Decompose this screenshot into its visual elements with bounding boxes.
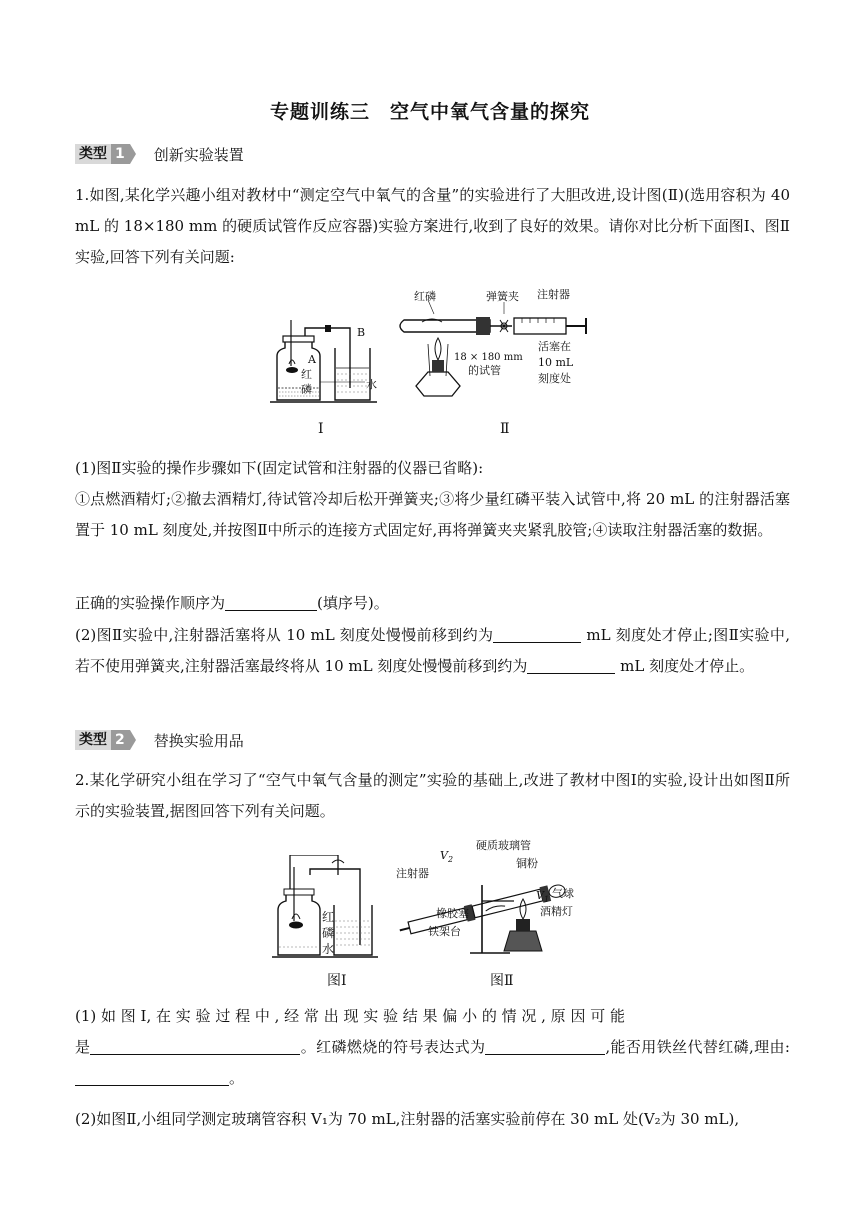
- question-1-part-2: (2)图Ⅱ实验中,注射器活塞将从 10 mL 刻度处慢慢前移到约为 mL 刻度处才停止;图Ⅱ实验中,若不使用弹簧夹,注射器活塞最终将从 10 mL 刻度处慢慢前移到约为 mL 刻度处才停止。: [75, 626, 790, 675]
- question-1-part-1-answer: 正确的实验操作顺序为 (填序号)。: [75, 594, 389, 612]
- label-hongling: 红磷: [414, 290, 436, 303]
- label-syringe: 注射器: [396, 867, 429, 880]
- label-water: 水: [322, 942, 335, 956]
- figure-1-label: Ⅰ: [318, 421, 324, 437]
- label-phos: 磷: [301, 383, 312, 396]
- label-piston-1: 活塞在: [538, 340, 571, 353]
- question-1-part-1-title: (1)图Ⅱ实验的操作步骤如下(固定试管和注射器的仪器已省略):: [75, 459, 484, 477]
- label-stopper: 橡胶塞: [436, 907, 469, 920]
- question-2-part-1: 是 。红磷燃烧的符号表达式为 ,能否用铁丝代替红磷,理由:。: [75, 1038, 790, 1087]
- answer-blank-position-2[interactable]: [527, 655, 615, 674]
- label-red: 红: [301, 368, 312, 381]
- label-tube-size: 18 × 180 mm: [454, 352, 523, 363]
- label-syringe: 注射器: [537, 288, 570, 301]
- label-balloon: 气球: [552, 887, 574, 900]
- label-stand: 铁架台: [428, 925, 461, 938]
- label-v1: $V_1$: [536, 889, 550, 904]
- figure-q2-1-apparatus: [268, 855, 383, 965]
- answer-blank-equation[interactable]: [485, 1036, 605, 1055]
- question-2-part-1-line-1: (1) 如 图 Ⅰ, 在 实 验 过 程 中 , 经 常 出 现 实 验 结 果 偏 小 的 情 况 , 原 因 可 能: [75, 1007, 625, 1025]
- question-2-intro: 2.某化学研究小组在学习了“空气中氧气含量的测定”实验的基础上,改进了教材中图Ⅰ的实验,设计出如图Ⅱ所示的实验装置,据图回答下列有关问题。: [75, 771, 790, 820]
- figure-1-apparatus: [265, 318, 380, 408]
- answer-blank-position-1[interactable]: [493, 624, 581, 643]
- answer-blank-reason[interactable]: [90, 1036, 300, 1055]
- figure-q2-1-label: 图Ⅰ: [327, 973, 347, 989]
- label-piston-2: 10 mL: [538, 356, 574, 369]
- answer-blank-order[interactable]: [225, 592, 317, 611]
- page-title: 专题训练三 空气中氧气含量的探究: [269, 101, 590, 123]
- label-glass-tube: 硬质玻璃管: [476, 839, 531, 852]
- question-1-intro: 1.如图,某化学兴趣小组对教材中“测定空气中氧气的含量”的实验进行了大胆改进,设计图(Ⅱ)(选用容积为 40 mL 的 18×180 mm 的硬质试管作反应容器)实验方案进行,收到了良好的效果。请你对比分析下面图Ⅰ、图Ⅱ实验,回答下列有关问题:: [75, 186, 790, 266]
- label-phos: 磷: [322, 926, 335, 940]
- label-B: B: [357, 326, 366, 339]
- label-lamp: 酒精灯: [540, 905, 573, 918]
- label-A: A: [308, 353, 316, 366]
- label-clip: 弹簧夹: [486, 290, 519, 303]
- figure-q2-2-label: 图Ⅱ: [490, 973, 514, 989]
- question-1-steps: ①点燃酒精灯;②撤去酒精灯,待试管冷却后松开弹簧夹;③将少量红磷平装入试管中,将 20 mL 的注射器活塞置于 10 mL 刻度处,并按图Ⅱ中所示的连接方式固定好,再将弹簧夹夹紧乳胶管;④读取注射器活塞的数据。: [75, 490, 790, 539]
- label-piston-3: 刻度处: [538, 372, 571, 385]
- figure-q2-2-apparatus: [392, 835, 592, 960]
- label-tube: 的试管: [468, 364, 501, 377]
- section-header-2: [75, 728, 244, 752]
- label-red: 红: [322, 910, 335, 924]
- label-water: 水: [366, 378, 377, 391]
- question-2-part-2: (2)如图Ⅱ,小组同学测定玻璃管容积 V₁为 70 mL,注射器的活塞实验前停在 30 mL 处(V₂为 30 mL),: [75, 1110, 740, 1128]
- section-label: 替换实验用品: [153, 731, 244, 750]
- type-badge: 类型 2: [75, 730, 136, 750]
- label-copper: 铜粉: [516, 857, 538, 870]
- figure-2-apparatus: [392, 286, 597, 406]
- type-badge: 类型 1: [75, 144, 136, 164]
- label-v2: $V_2$: [440, 849, 454, 864]
- section-header-1: [75, 142, 244, 166]
- section-label: 创新实验装置: [153, 145, 244, 164]
- answer-blank-iron-reason[interactable]: [75, 1067, 229, 1086]
- figure-2-label: Ⅱ: [500, 421, 510, 437]
